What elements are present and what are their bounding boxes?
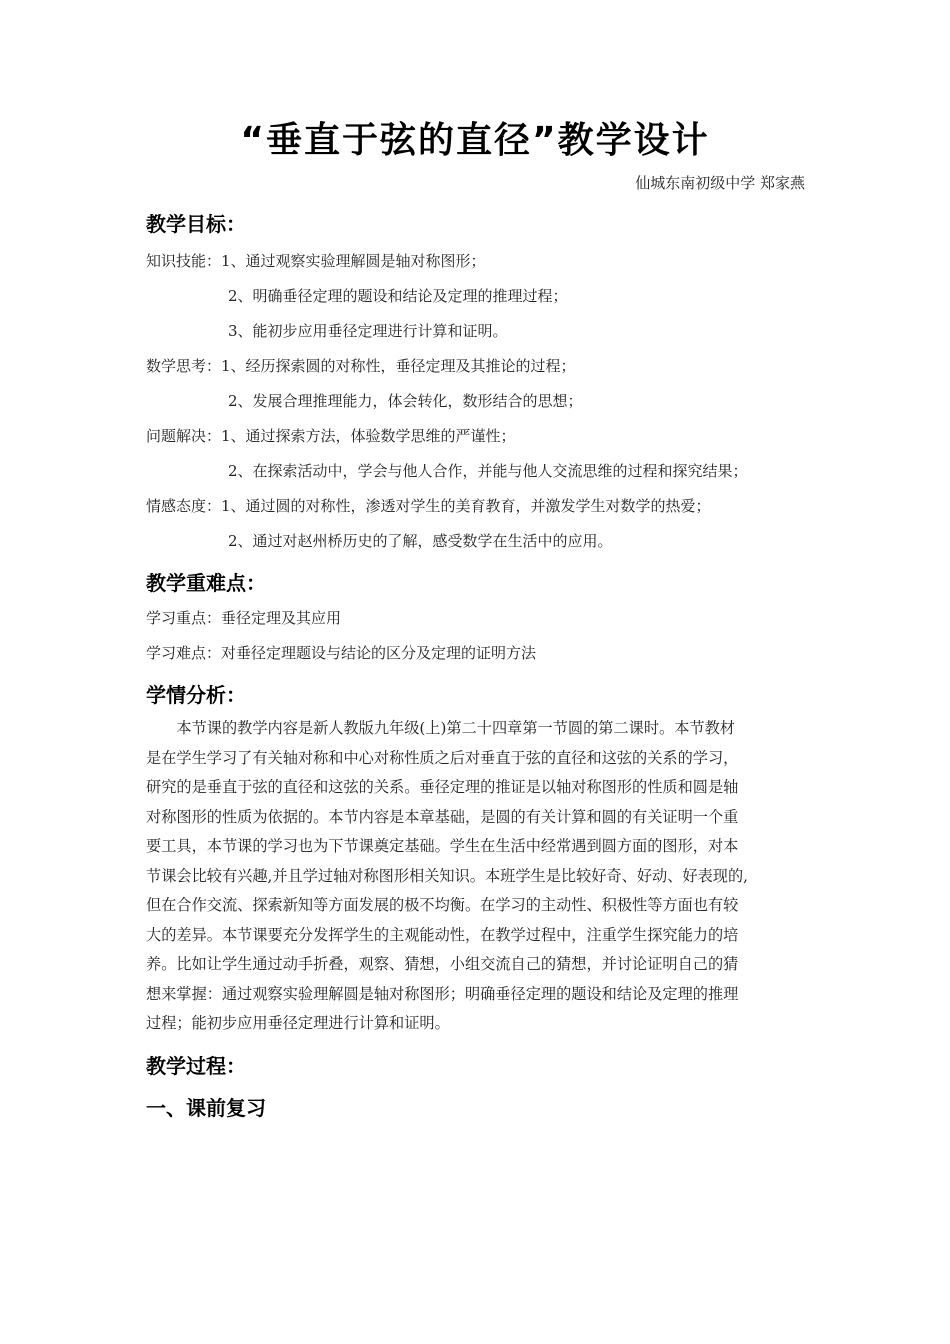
paragraph-line: 本节课的教学内容是新人教版九年级(上)第二十四章第一节圆的第二课时。本节教材	[146, 719, 735, 737]
goal-knowledge-item: 1、通过观察实验理解圆是轴对称图形；	[221, 252, 486, 270]
goal-emotion-line-1	[146, 495, 711, 516]
goal-thinking-label: 数学思考：	[146, 357, 222, 375]
key-point-focus: 学习重点：垂径定理及其应用	[146, 609, 342, 627]
paragraph-line: 想来掌握：通过观察实验理解圆是轴对称图形；明确垂径定理的题设和结论及定理的推理	[146, 984, 739, 1003]
goal-problem-item: 1、通过探索方法，体验数学思维的严谨性；	[221, 427, 516, 445]
author-line: 仙城东南初级中学 郑家燕	[635, 174, 805, 192]
key-point-difficulty: 学习难点：对垂径定理题设与结论的区分及定理的证明方法	[146, 644, 537, 662]
section-review-heading: 一、课前复习	[146, 1096, 266, 1120]
paragraph-line: 节课会比较有兴趣,并且学过轴对称图形相关知识。本班学生是比较好奇、好动、好表现的,	[146, 866, 748, 885]
paragraph-line: 要工具，本节课的学习也为下节课奠定基础。学生在生活中经常遇到圆方面的图形，对本	[146, 837, 739, 855]
goal-problem-label: 问题解决：	[146, 427, 222, 445]
paragraph-line: 大的差异。本节课要充分发挥学生的主观能动性，在教学过程中，注重学生探究能力的培	[146, 925, 739, 944]
heading-key-points: 教学重难点：	[146, 571, 266, 595]
analysis-paragraph	[146, 714, 802, 1039]
goal-thinking-item: 1、经历探索圆的对称性，垂径定理及其推论的过程；	[221, 357, 576, 375]
heading-teaching-process: 教学过程：	[146, 1054, 246, 1078]
paragraph-line: 但在合作交流、探索新知等方面发展的极不均衡。在学习的主动性、积极性等方面也有较	[146, 896, 739, 914]
paragraph-line: 研究的是垂直于弦的直径和这弦的关系。垂径定理的推证是以轴对称图形的性质和圆是轴	[146, 778, 739, 796]
paragraph-line: 对称图形的性质为依据的。本节内容是本章基础，是圆的有关计算和圆的有关证明一个重	[146, 807, 739, 826]
goal-thinking-line-1	[146, 355, 576, 376]
goal-knowledge-label: 知识技能：	[146, 252, 222, 270]
goal-problem-line-1	[146, 425, 516, 446]
goal-problem-item: 2、在探索活动中，学会与他人合作，并能与他人交流思维的过程和探究结果；	[228, 462, 748, 480]
goal-emotion-item: 2、通过对赵州桥历史的了解，感受数学在生活中的应用。	[228, 532, 613, 550]
goal-thinking-item: 2、发展合理推理能力，体会转化，数形结合的思想；	[228, 392, 583, 410]
goal-knowledge-item: 3、能初步应用垂径定理进行计算和证明。	[228, 322, 508, 340]
goal-knowledge-line-1	[146, 250, 486, 271]
paragraph-line: 过程；能初步应用垂径定理进行计算和证明。	[146, 1014, 450, 1032]
heading-teaching-goals: 教学目标：	[146, 212, 246, 236]
goal-emotion-item: 1、通过圆的对称性，渗透对学生的美育教育，并激发学生对数学的热爱；	[221, 497, 711, 515]
paragraph-line: 养。比如让学生通过动手折叠，观察、猜想，小组交流自己的猜想，并讨论证明自己的猜	[146, 955, 739, 973]
goal-emotion-label: 情感态度：	[146, 497, 222, 515]
paragraph-line: 是在学生学习了有关轴对称和中心对称性质之后对垂直于弦的直径和这弦的关系的学习，	[146, 748, 739, 767]
goal-knowledge-item: 2、明确垂径定理的题设和结论及定理的推理过程；	[228, 287, 568, 305]
document-title: “垂直于弦的直径”教学设计	[240, 120, 710, 161]
heading-student-analysis: 学情分析：	[146, 683, 246, 707]
